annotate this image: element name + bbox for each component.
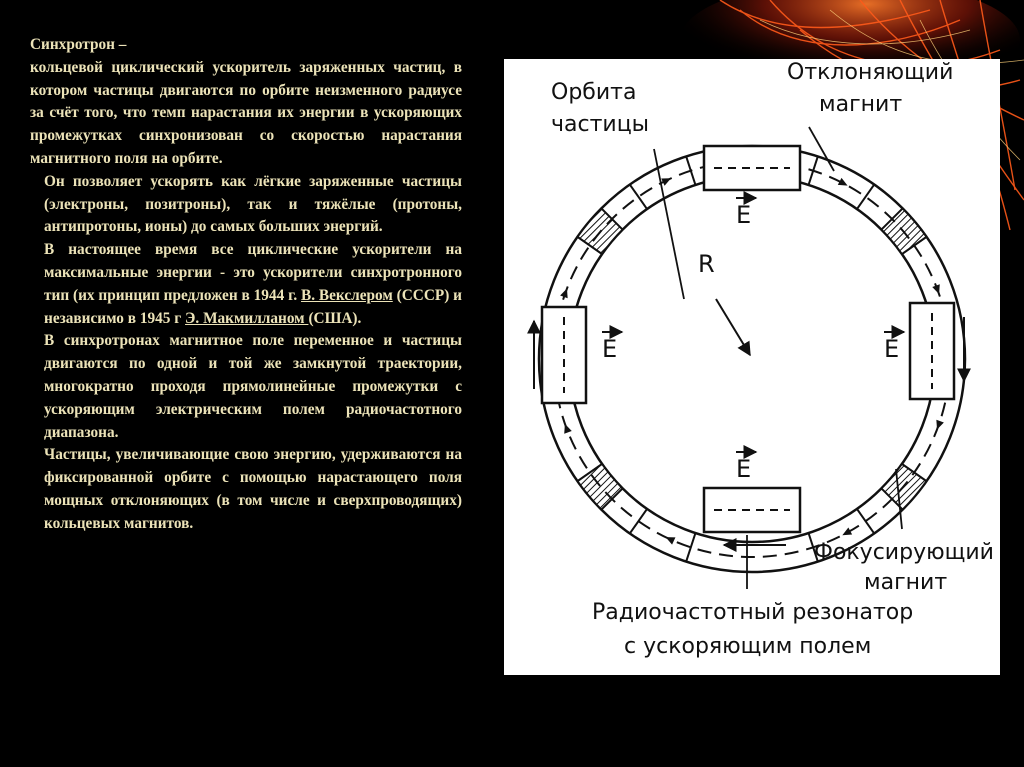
orbit-arrowhead: [838, 178, 850, 189]
paragraph-particles: Он позволяет ускорять как лёгкие заряженные частицы (электроны, позитроны), так и тяжёлые (протоны, антипротоны, ионы) до самых больших энергий.: [44, 172, 462, 236]
field-label-left: E: [602, 335, 618, 363]
rf-cavity-right: [910, 303, 954, 399]
focusing-magnet-label-line1: Фокусирующий: [814, 540, 994, 565]
field-label-right: E: [884, 335, 900, 363]
orbit-arrowhead: [932, 284, 943, 295]
rf-cavity-top: [704, 146, 800, 190]
resonator-label-line2: с ускоряющим полем: [624, 634, 872, 659]
paragraph-history-start: В настоящее время все циклические ускорители на максимальные энергии - это ускорители синхротронного тип (их принцип предложен в 1944 г.: [44, 241, 462, 304]
field-label-top: E: [736, 201, 752, 229]
segment-divider: [630, 185, 647, 210]
resonator-label-line1: Радиочастотный резонатор: [592, 600, 914, 625]
rf-cavity-left: [542, 307, 586, 403]
rf-cavity-bottom: [704, 488, 800, 532]
paragraph-history-end: (США).: [308, 309, 362, 327]
orbit-arrowhead: [560, 287, 571, 298]
focusing-magnet-label-line2: магнит: [864, 570, 948, 595]
field-label-bottom: E: [736, 455, 752, 483]
paragraph-history-middle: (СССР) и независимо в 1945 г: [44, 286, 462, 327]
segment-divider: [686, 533, 695, 562]
link-mcmillan[interactable]: Э. Макмилланом: [185, 309, 309, 327]
paragraph-magnets: Частицы, увеличивающие свою энергию, удерживаются на фиксированной орбите с помощью нарастающего поля мощных отклоняющих (в том числе и сверхпроводящих) кольцевых магнитов.: [44, 446, 462, 532]
orbit-arrowhead: [661, 175, 673, 186]
synchrotron-diagram: [504, 59, 1000, 675]
orbit-pointer: [654, 149, 684, 299]
description-text: [30, 34, 462, 536]
paragraph-field: В синхротронах магнитное поле переменное и частицы двигаются по одной и той же замкнутой траектории, многократно проходя прямолинейные промежутки с ускоряющим электрическим полем радиочастотного диапазона.: [44, 332, 462, 441]
orbit-label-line1: Орбита: [551, 80, 637, 105]
deflecting-magnet-label-line2: магнит: [819, 92, 903, 117]
radius-label: R: [698, 250, 715, 278]
paragraph-definition: кольцевой циклический ускоритель заряженных частиц, в котором частицы двигаются по орбите неизменного радиусе за счёт того, что темп нарастания их энергии в ускоряющих промежутках синхронизован со скоростью нарастания магнитного поля на орбите.: [30, 58, 462, 167]
orbit-arrowhead: [933, 420, 944, 431]
focusing-magnet-segment: [578, 464, 623, 510]
magnet-pointer: [809, 127, 834, 171]
slide-title: Синхротрон –: [30, 36, 127, 53]
focusing-magnets: [578, 208, 927, 509]
orbit-arrowhead: [840, 527, 852, 538]
radius-arrow: [716, 299, 750, 355]
orbit-label-line2: частицы: [551, 112, 650, 137]
deflecting-magnet-label-line1: Отклоняющий: [787, 60, 954, 85]
orbit-arrowhead: [561, 423, 572, 434]
link-veksler[interactable]: В. Векслером: [301, 286, 393, 304]
orbit-arrowhead: [664, 534, 676, 545]
segment-divider: [857, 185, 874, 210]
